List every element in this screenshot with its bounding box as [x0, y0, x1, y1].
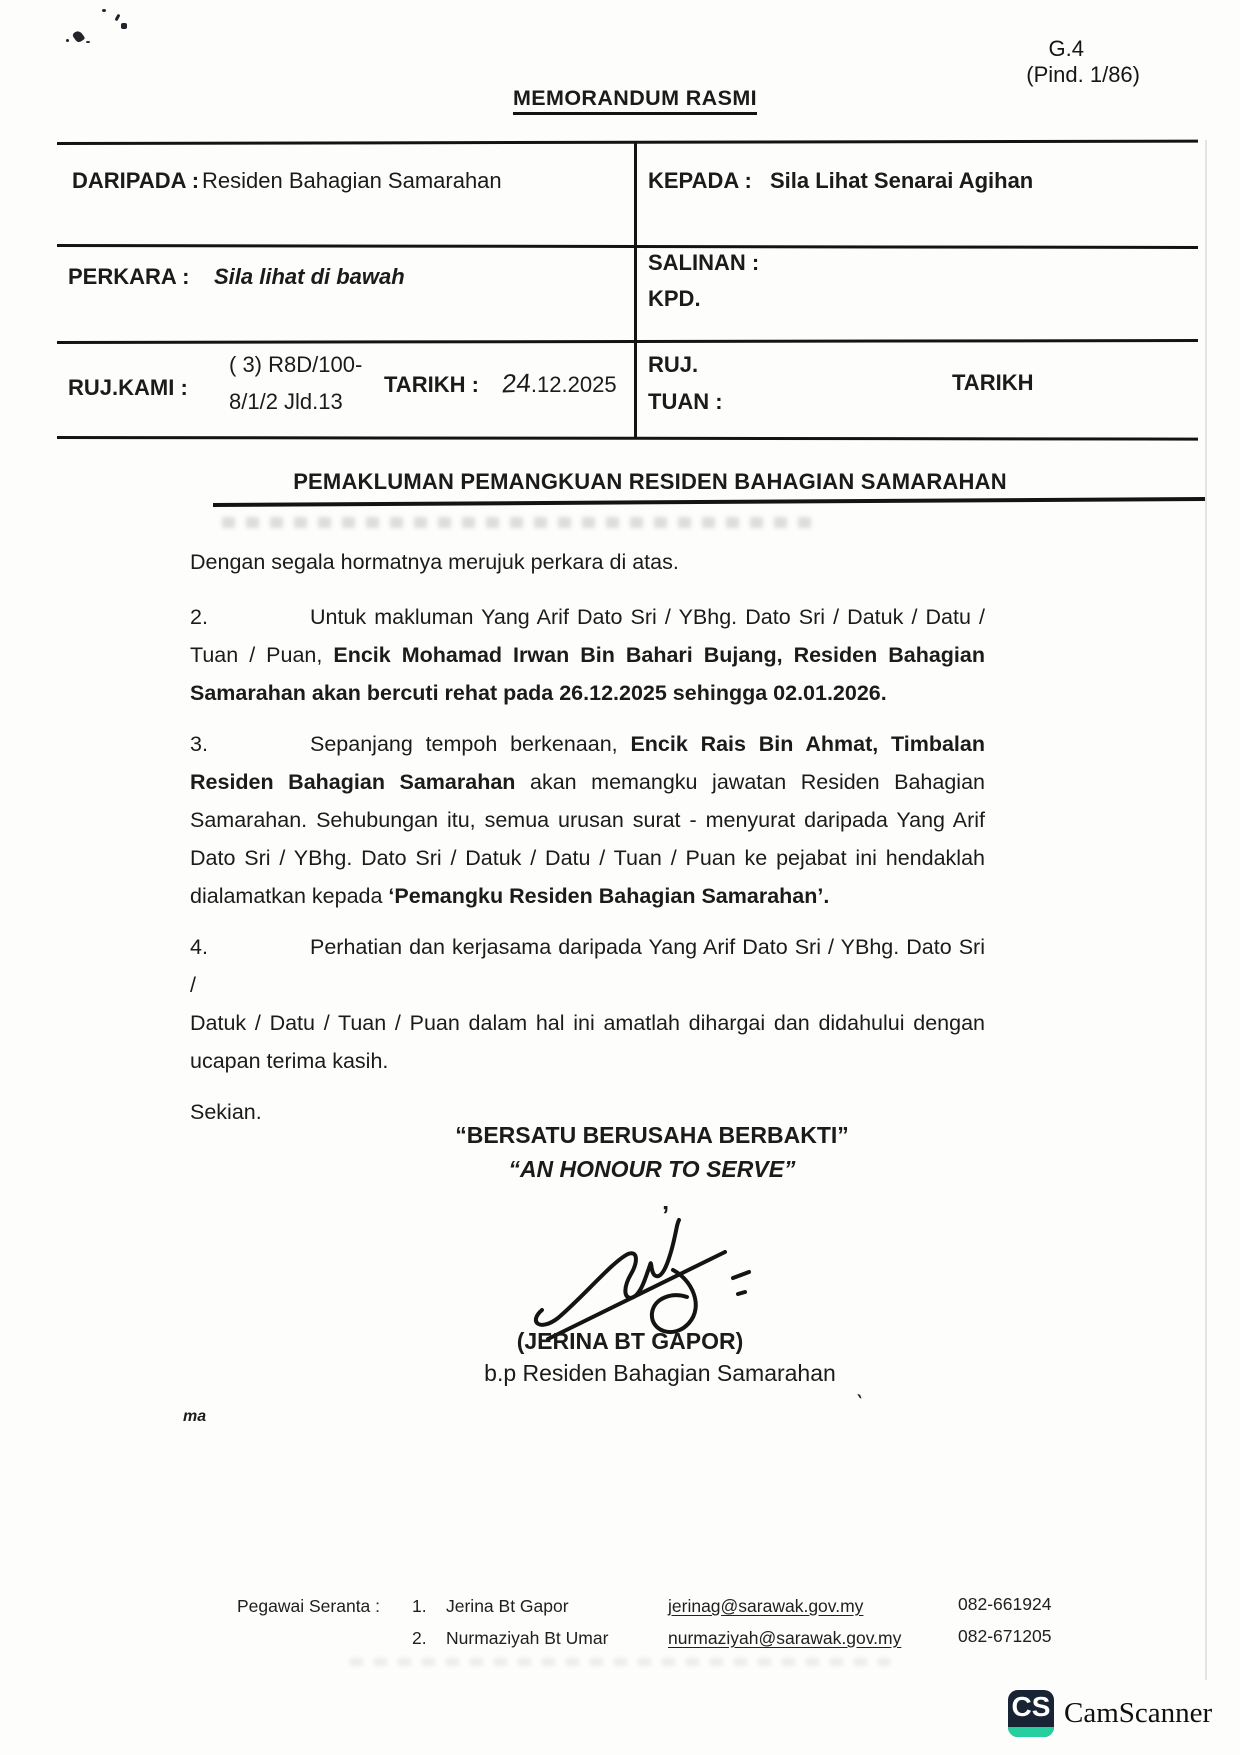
margin-note: ma [183, 1408, 207, 1425]
contact-name: Jerina Bt Gapor [446, 1596, 569, 1616]
scan-speck [102, 9, 106, 12]
kepada-value: Sila Lihat Senarai Agihan [770, 168, 1034, 193]
scan-mark-tick: ` [850, 1391, 865, 1415]
footer-label: Pegawai Seranta : [237, 1596, 381, 1616]
form-code-block [890, 36, 1140, 88]
form-revision: (Pind. 1/86) [1026, 62, 1140, 87]
form-code: G.4 [1048, 36, 1084, 61]
salinan-kpd: KPD. [648, 286, 701, 311]
paragraph [190, 725, 985, 915]
tarikh-right-label: TARIKH [952, 370, 1034, 395]
ruj-tuan-line1: RUJ. [648, 352, 699, 377]
body-paragraphs [190, 598, 985, 1080]
paragraph-line: Dato Sri / YBhg. Dato Sri / Datuk / Datu / Tuan / Puan ke pejabat ini hendaklah [190, 846, 985, 870]
camscanner-icon-strip [1008, 1727, 1054, 1737]
ruj-kami-label: RUJ.KAMI : [68, 375, 188, 400]
ruj-tuan-line2: TUAN : [648, 389, 723, 414]
paragraph-line: Samarahan. Sehubungan itu, semua urusan surat - menyurat daripada Yang Arif [190, 808, 985, 832]
motto-line-2: “AN HONOUR TO SERVE” [508, 1156, 796, 1182]
closing-line: Sekian. [190, 1100, 262, 1124]
contact-name: Nurmaziyah Bt Umar [446, 1628, 609, 1648]
scan-speck [66, 39, 69, 42]
motto-block [252, 1118, 1052, 1186]
scan-speck [115, 14, 121, 22]
signature-scribble [522, 1212, 757, 1347]
paragraph-line: Residen Bahagian Samarahan akan memangku jawatan Residen Bahagian [190, 770, 985, 794]
tarikh-value [502, 368, 617, 399]
scan-speck [121, 23, 127, 29]
signoff-name: (JERINA BT GAPOR) [516, 1328, 744, 1354]
paragraph-line: 2. Untuk makluman Yang Arif Dato Sri / YBhg. Dato Sri / Datuk / Datu / [190, 605, 985, 629]
perkara-value: Sila lihat di bawah [214, 264, 405, 289]
subject-heading: PEMAKLUMAN PEMANGKUAN RESIDEN BAHAGIAN SAMARAHAN [293, 469, 1007, 494]
contact-num: 1. [412, 1596, 427, 1616]
table-border-top [57, 140, 1198, 145]
paragraph-line: Tuan / Puan, Encik Mohamad Irwan Bin Bahari Bujang, Residen Bahagian [190, 643, 985, 667]
page-edge-shadow [1205, 140, 1207, 1680]
kepada-label: KEPADA : [648, 168, 752, 193]
bleed-through-smudge [222, 517, 812, 528]
daripada-value: Residen Bahagian Samarahan [202, 168, 502, 193]
paragraph [190, 928, 985, 1080]
perkara-label: PERKARA : [68, 264, 190, 289]
daripada-label: DARIPADA : [72, 168, 200, 193]
contact-email: jerinag@sarawak.gov.my [668, 1596, 864, 1616]
contact-phone: 082-671205 [958, 1626, 1052, 1646]
paragraph-line: 4. Perhatian dan kerjasama daripada Yang Arif Dato Sri / YBhg. Dato Sri / [190, 935, 985, 997]
paragraph-line: ucapan terima kasih. [190, 1049, 389, 1073]
bleed-through-smudge-bottom [350, 1658, 890, 1666]
signoff-title: b.p Residen Bahagian Samarahan [484, 1360, 836, 1386]
paragraph [190, 598, 985, 712]
camscanner-icon-letters: CS [1011, 1691, 1051, 1722]
scan-speck [86, 41, 90, 43]
paragraph-line: Samarahan akan bercuti rehat pada 26.12.2025 sehingga 02.01.2026. [190, 681, 887, 705]
ruj-kami-value-line1: ( 3) R8D/100- [229, 352, 363, 377]
paragraph-line: dialamatkan kepada ‘Pemangku Residen Bahagian Samarahan’. [190, 884, 830, 908]
camscanner-brand: CamScanner [1064, 1697, 1213, 1729]
table-divider [634, 142, 637, 439]
scan-mark-apostrophe: ’ [662, 1200, 670, 1230]
contact-num: 2. [412, 1628, 427, 1648]
body-block [190, 543, 985, 1131]
page-title: MEMORANDUM RASMI [513, 86, 757, 115]
motto-line-1: “BERSATU BERUSAHA BERBAKTI” [455, 1122, 849, 1148]
subject-underline [213, 497, 1205, 507]
table-border-row1 [57, 244, 1198, 249]
paragraph-line: 3. Sepanjang tempoh berkenaan, Encik Rais Bin Ahmat, Timbalan [190, 732, 985, 756]
tarikh-rest: .12.2025 [530, 372, 617, 397]
contact-email: nurmaziyah@sarawak.gov.my [668, 1628, 902, 1648]
camscanner-icon [1008, 1690, 1054, 1737]
table-border-row2 [57, 339, 1198, 344]
tarikh-handwritten-day: 24 [500, 367, 533, 399]
doc-title-row [57, 86, 1213, 111]
tarikh-label: TARIKH : [384, 372, 479, 397]
table-border-bottom [57, 436, 1198, 441]
scan-speck [72, 29, 86, 43]
intro-paragraph: Dengan segala hormatnya merujuk perkara di atas. [190, 550, 679, 574]
paragraph-line: Datuk / Datu / Tuan / Puan dalam hal ini amatlah dihargai dan didahului dengan [190, 1011, 985, 1035]
salinan-label: SALINAN : [648, 250, 760, 275]
contact-phone: 082-661924 [958, 1594, 1052, 1614]
ruj-kami-value-line2: 8/1/2 Jld.13 [229, 389, 343, 414]
